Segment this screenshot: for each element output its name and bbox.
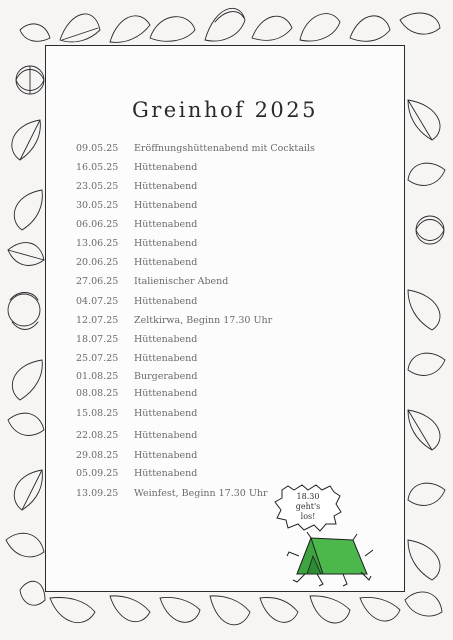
- event-row: [76, 388, 197, 399]
- event-row: [76, 488, 268, 499]
- event-name: Hüttenabend: [134, 181, 198, 192]
- event-date: 27.06.25: [76, 276, 119, 287]
- page-title: Greinhof 2025: [131, 98, 319, 122]
- event-row: [76, 371, 197, 382]
- event-date: 13.09.25: [76, 488, 119, 499]
- bubble-line-2: geht's: [295, 502, 321, 511]
- event-row: [76, 296, 197, 307]
- bubble-line-3: los!: [300, 512, 316, 521]
- event-name: Hüttenabend: [134, 388, 198, 399]
- event-date: 09.05.25: [76, 143, 119, 154]
- event-date: 16.05.25: [76, 162, 119, 173]
- event-card: [45, 45, 405, 592]
- bubble-line-1: 18.30: [296, 492, 320, 501]
- event-date: 25.07.25: [76, 353, 119, 364]
- event-name: Hüttenabend: [134, 430, 198, 441]
- event-row: [76, 315, 272, 326]
- event-name: Eröffnungshüttenabend mit Cocktails: [134, 143, 315, 154]
- event-date: 12.07.25: [76, 315, 119, 326]
- event-row: [76, 143, 315, 154]
- event-name: Hüttenabend: [134, 257, 198, 268]
- event-name: Burgerabend: [134, 371, 198, 382]
- event-date: 05.09.25: [76, 468, 119, 479]
- event-row: [76, 219, 197, 230]
- event-row: [76, 162, 197, 173]
- event-name: Hüttenabend: [134, 334, 198, 345]
- event-name: Hüttenabend: [134, 296, 198, 307]
- event-name: Hüttenabend: [134, 468, 198, 479]
- event-row: [76, 408, 197, 419]
- event-date: 30.05.25: [76, 200, 119, 211]
- event-name: Hüttenabend: [134, 450, 198, 461]
- event-date: 13.06.25: [76, 238, 119, 249]
- event-date: 29.08.25: [76, 450, 119, 461]
- event-row: [76, 468, 197, 479]
- event-date: 04.07.25: [76, 296, 119, 307]
- event-row: [76, 276, 228, 287]
- tent-icon: [283, 526, 373, 588]
- event-row: [76, 334, 197, 345]
- event-name: Hüttenabend: [134, 162, 198, 173]
- event-name: Hüttenabend: [134, 219, 198, 230]
- event-date: 23.05.25: [76, 181, 119, 192]
- speech-bubble-text: [274, 492, 342, 522]
- event-date: 01.08.25: [76, 371, 119, 382]
- event-name: Hüttenabend: [134, 200, 198, 211]
- event-date: 15.08.25: [76, 408, 119, 419]
- event-row: [76, 181, 197, 192]
- event-name: Zeltkirwa, Beginn 17.30 Uhr: [134, 315, 273, 326]
- event-name: Weinfest, Beginn 17.30 Uhr: [134, 488, 268, 499]
- event-name: Hüttenabend: [134, 408, 198, 419]
- event-row: [76, 353, 197, 364]
- event-date: 22.08.25: [76, 430, 119, 441]
- event-row: [76, 430, 197, 441]
- event-row: [76, 200, 197, 211]
- event-row: [76, 450, 197, 461]
- event-row: [76, 257, 197, 268]
- event-date: 20.06.25: [76, 257, 119, 268]
- event-date: 06.06.25: [76, 219, 119, 230]
- event-date: 08.08.25: [76, 388, 119, 399]
- event-date: 18.07.25: [76, 334, 119, 345]
- event-name: Hüttenabend: [134, 353, 198, 364]
- event-name: Hüttenabend: [134, 238, 198, 249]
- event-name: Italienischer Abend: [134, 276, 229, 287]
- event-row: [76, 238, 197, 249]
